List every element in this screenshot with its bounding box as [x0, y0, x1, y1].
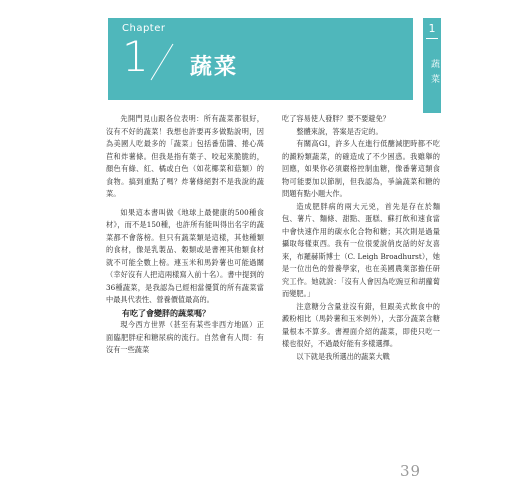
page-number: 39 — [400, 462, 422, 480]
side-tab-rule — [426, 38, 438, 39]
body-paragraph: 如果這本書叫做《地球上最健康的500種食材》，而不是150種，也許所有能叫得出名字的蔬菜都不會落榜。但只有蔬菜類是這樣，其他種類的食材，像是乳製品、穀類或是書裡其他類食材就不可能全數上榜。連玉米和馬鈴薯也可能過關（幸好沒有人把這兩樣寫入前十名）。書中提到的36種蔬菜，是我認為已經相當優質的所有蔬菜當中最具代表性、營養價值最高的。 — [106, 207, 264, 304]
body-paragraph: 注意糖分含量並沒有錯，但跟美式飲食中的澱粉相比（馬鈴薯和玉米例外），大部分蔬菜含糖量根本不算多。書裡面介紹的蔬菜，即使只吃一樣也很好，不過最好能有多樣選擇。 — [282, 301, 440, 348]
body-paragraph: 有關高GI，許多人在進行低醣減肥時都不吃的澱粉類蔬菜，的確造成了不少困惑。我雖舉的回應，如果你必須嚴格控制血糖，像番薯這類食物可能要加以節制，但我認為，爭論蔬菜和糖的問題有點小題大作。 — [282, 139, 440, 198]
right-text-column — [282, 113, 440, 363]
chapter-slash-divider — [147, 42, 177, 82]
body-paragraph: 吃了容易使人發胖？要不要避免？ — [282, 114, 390, 123]
body-paragraph: 先開門見山跟各位表明：所有蔬菜都很好，沒有不好的蔬菜！我想也許要再多做點說明，因為美國人吃最多的「蔬菜」包括番茄醬、捲心萵苣和炸薯條。但我是指有葉子、咬起來脆脆的，顏色有綠、紅、橘或白色（如花椰菜和菇類）的食物。搞到重點了嗎？炸薯條絕對不是我說的蔬菜。 — [106, 114, 264, 198]
body-paragraph: 現今西方世界（甚至有某些非西方地區）正面臨肥胖症和糖尿病的流行。自然會有人問：有沒有一些蔬菜 — [106, 320, 264, 354]
left-text-column — [106, 113, 264, 357]
body-paragraph: 整體來說，答案是否定的。 — [296, 126, 383, 136]
side-tab-text: 蔬菜 — [429, 59, 439, 89]
side-tab-number: 1 — [428, 22, 436, 35]
chapter-label: Chapter — [122, 23, 166, 34]
body-paragraph: 造成肥胖病的兩大元兇，首先是存在於麵包、薯片、麵條、甜點、蛋糕、蘇打飲和速食當中會快速作用的碳水化合物和糖；其次則是過量攝取每樣東西。我有一位很愛說俏皮話的好友喜來，布羅赫斯博士（C. Leigh Broadhurst），她是一位出色的營養學家，也在美國農業部擔任研究工作。她就說：「沒有人會因為吃豌豆和胡蘿蔔而變肥。」 — [282, 201, 440, 298]
chapter-side-tab — [423, 18, 441, 113]
chapter-number: 1 — [122, 32, 149, 81]
chapter-title: 蔬菜 — [190, 55, 239, 80]
body-paragraph: 以下就是我所選出的蔬菜大戰 — [296, 351, 390, 361]
section-heading: 有吃了會變胖的蔬菜嗎？ — [122, 307, 210, 318]
